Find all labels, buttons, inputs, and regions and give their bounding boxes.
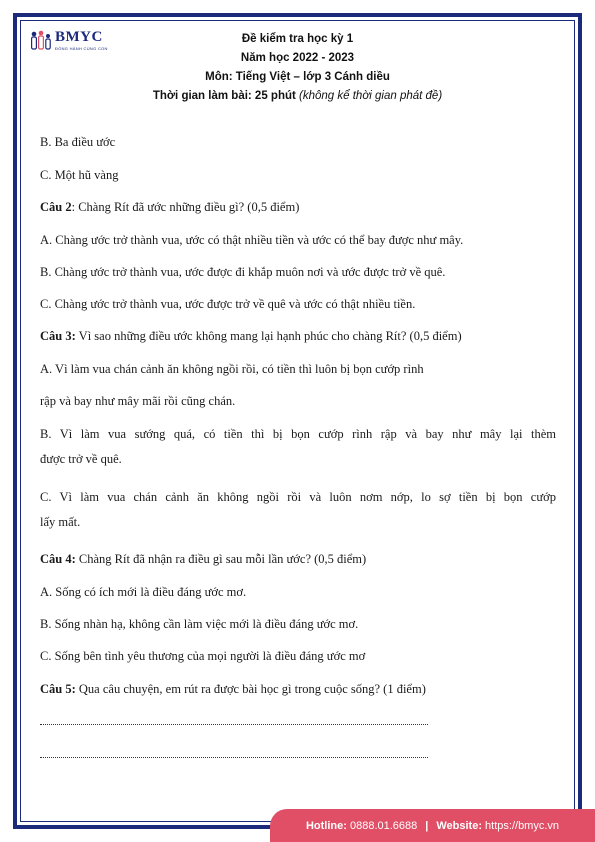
question-5 [40, 677, 556, 702]
exam-header [0, 30, 595, 106]
website-link[interactable]: https://bmyc.vn [485, 819, 560, 832]
answer-option: C. Vì làm vua chán cảnh ăn không ngồi rồi và luôn nơm nớp, lo sợ tiền bị bọn cướp [40, 490, 556, 504]
website-label: Website: [436, 819, 482, 832]
question-text: Chàng Rít đã nhận ra điều gì sau mỗi lần ước? (0,5 điểm) [75, 552, 367, 566]
answer-option: C. Sống bên tình yêu thương của mọi người là điều đáng ước mơ [40, 649, 366, 663]
answer-option-continued: rập và bay như mây mãi rồi cũng chán. [40, 394, 236, 408]
answer-option-continued: lấy mất. [40, 515, 81, 529]
question-4 [40, 547, 556, 572]
question-text: : Chàng Rít đã ước những điều gì? (0,5 điểm) [71, 200, 300, 214]
logo-name: BMYC [55, 29, 103, 45]
hotline-label: Hotline: [305, 819, 347, 832]
question-label: Câu 4: [40, 552, 76, 566]
question-text: Qua câu chuyện, em rút ra được bài học gì trong cuộc sống? (1 điểm) [75, 682, 426, 696]
footer-separator: | [425, 819, 429, 832]
answer-option: A. Chàng ước trở thành vua, ước có thật nhiều tiền và ước có thể bay được như mây. [40, 233, 464, 247]
answer-option: A. Vì làm vua chán cảnh ăn không ngồi rồi, có tiền thì luôn bị bọn cướp rình [40, 362, 424, 376]
answer-option: C. Chàng ước trở thành vua, ước được trở về quê và ước có thật nhiều tiền. [40, 297, 416, 311]
answer-option: B. Vì làm vua sướng quá, có tiền thì bị bọn cướp rình rập và bay như mây lại thèm [40, 427, 556, 441]
time-label: Thời gian làm bài: 25 phút [152, 90, 296, 102]
answer-option: B. Chàng ước trở thành vua, ước được đi khắp muôn nơi và ước được trở về quê. [40, 265, 446, 279]
question-label: Câu 2 [40, 200, 72, 214]
hotline-number[interactable]: 0888.01.6688 [349, 819, 418, 832]
question-3 [40, 324, 556, 349]
school-year: Năm học 2022 - 2023 [240, 52, 355, 64]
question-label: Câu 3: [40, 329, 76, 343]
answer-option: B. Sống nhàn hạ, không cần làm việc mới là điều đáng ước mơ. [40, 617, 359, 631]
question-label: Câu 5: [40, 682, 76, 696]
answer-dotted-line[interactable] [40, 724, 428, 725]
answer-option: B. Ba điều ước [40, 135, 116, 149]
answer-option-continued: được trở về quê. [40, 452, 122, 466]
time-note: (không kể thời gian phát đề) [299, 90, 443, 102]
logo-tagline: ĐỒNG HÀNH CÙNG CON [55, 46, 108, 51]
subject: Môn: Tiếng Việt – lớp 3 Cánh diều [205, 71, 390, 83]
time-info [0, 87, 595, 106]
answer-option: A. Sống có ích mới là điều đáng ước mơ. [40, 585, 247, 599]
contact-footer [270, 809, 595, 842]
answer-dotted-line[interactable] [40, 757, 428, 758]
answer-option: C. Một hũ vàng [40, 168, 119, 182]
question-2 [40, 195, 556, 220]
exam-title: Đề kiểm tra học kỳ 1 [241, 33, 354, 45]
question-text: Vì sao những điều ước không mang lại hạnh phúc cho chàng Rít? (0,5 điểm) [75, 329, 462, 343]
